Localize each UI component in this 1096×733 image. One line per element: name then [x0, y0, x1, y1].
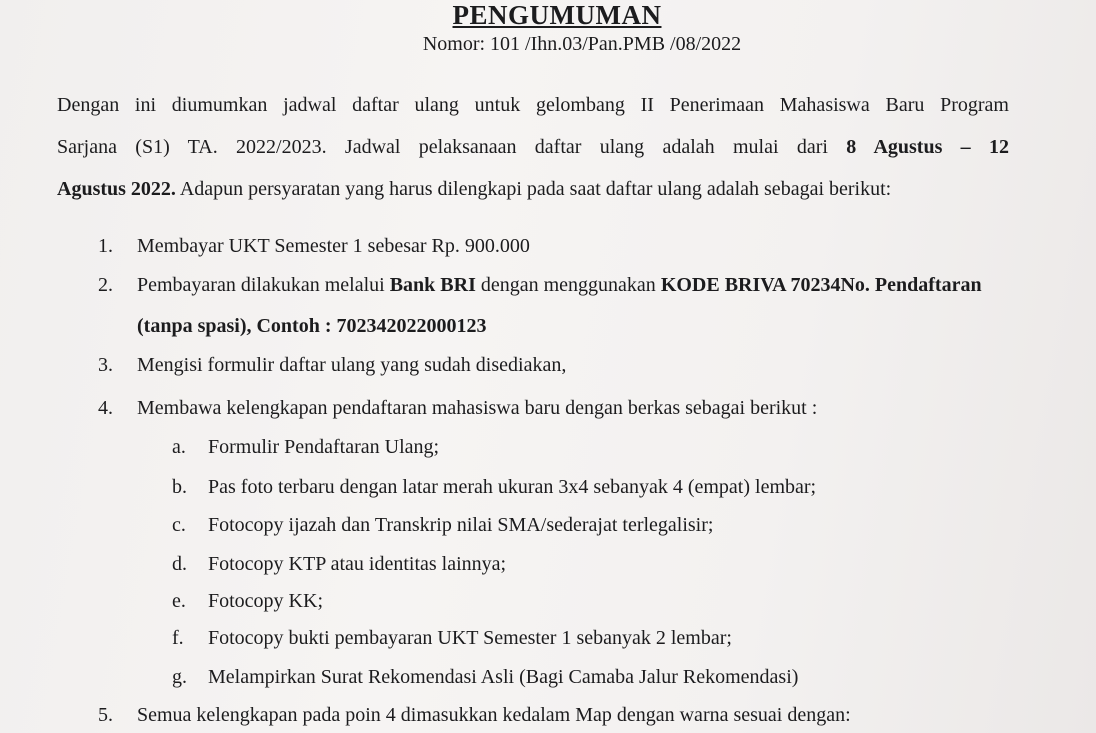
- intro-paragraph: [57, 84, 1009, 210]
- intro-line-3: [57, 168, 1009, 210]
- sub-list-item-letter: e.: [172, 590, 186, 612]
- document-number: Nomor: 101 /Ihn.03/Pan.PMB /08/2022: [422, 33, 742, 55]
- intro-line-3-text: Adapun persyaratan yang harus dilengkapi pada saat daftar ulang adalah sebagai berikut:: [175, 178, 892, 200]
- sub-list-item-text: Pas foto terbaru dengan latar merah ukuran 3x4 sebanyak 4 (empat) lembar;: [208, 476, 817, 498]
- list-item-text: [137, 270, 982, 300]
- intro-date-end: Agustus 2022.: [57, 178, 176, 200]
- list-item-number: 4.: [98, 397, 113, 419]
- sub-list-item-letter: g.: [172, 666, 187, 688]
- intro-line-2: [57, 126, 1009, 168]
- list-item-text: Mengisi formulir daftar ulang yang sudah disediakan,: [137, 354, 567, 376]
- page-title: PENGUMUMAN: [452, 0, 662, 30]
- sub-list-item-text: Fotocopy ijazah dan Transkrip nilai SMA/sederajat terlegalisir;: [208, 514, 714, 536]
- list-item-continuation: [137, 311, 486, 341]
- sub-list-item-letter: b.: [172, 476, 187, 498]
- sub-list-item-text: Fotocopy bukti pembayaran UKT Semester 1 sebanyak 2 lembar;: [208, 627, 732, 649]
- sub-list-item-text: Fotocopy KK;: [208, 590, 323, 612]
- list-item-number: 1.: [98, 235, 113, 257]
- payment-text-2: dengan menggunakan: [475, 274, 661, 296]
- list-item-text: Membayar UKT Semester 1 sebesar Rp. 900.000: [137, 235, 530, 257]
- list-item-number: 5.: [98, 704, 113, 726]
- intro-line-1: Dengan ini diumumkan jadwal daftar ulang untuk gelombang II Penerimaan Mahasiswa Baru Program: [57, 94, 1009, 116]
- list-item-text: Semua kelengkapan pada poin 4 dimasukkan kedalam Map dengan warna sesuai dengan:: [137, 704, 851, 726]
- sub-list-item-letter: f.: [172, 627, 184, 649]
- list-item-number: 2.: [98, 274, 113, 296]
- briva-example: (tanpa spasi), Contoh : 702342022000123: [137, 315, 487, 337]
- sub-list-item-letter: d.: [172, 553, 187, 575]
- list-item-text: Membawa kelengkapan pendaftaran mahasiswa baru dengan berkas sebagai berikut :: [137, 397, 818, 419]
- sub-list-item-text: Formulir Pendaftaran Ulang;: [208, 436, 440, 458]
- sub-list-item-text: Melampirkan Surat Rekomendasi Asli (Bagi Camaba Jalur Rekomendasi): [208, 666, 799, 688]
- sub-list-item-text: Fotocopy KTP atau identitas lainnya;: [208, 553, 507, 575]
- intro-line-2-text: Sarjana (S1) TA. 2022/2023. Jadwal pelaksanaan daftar ulang adalah mulai dari: [57, 136, 847, 158]
- bank-name: Bank BRI: [389, 274, 476, 296]
- sub-list-item-letter: c.: [172, 514, 186, 536]
- payment-text: Pembayaran dilakukan melalui: [137, 274, 390, 296]
- list-item-number: 3.: [98, 354, 113, 376]
- intro-date-start: 8 Agustus – 12: [846, 136, 1009, 158]
- sub-list-item-letter: a.: [172, 436, 186, 458]
- briva-code: KODE BRIVA 70234No. Pendaftaran: [660, 274, 982, 296]
